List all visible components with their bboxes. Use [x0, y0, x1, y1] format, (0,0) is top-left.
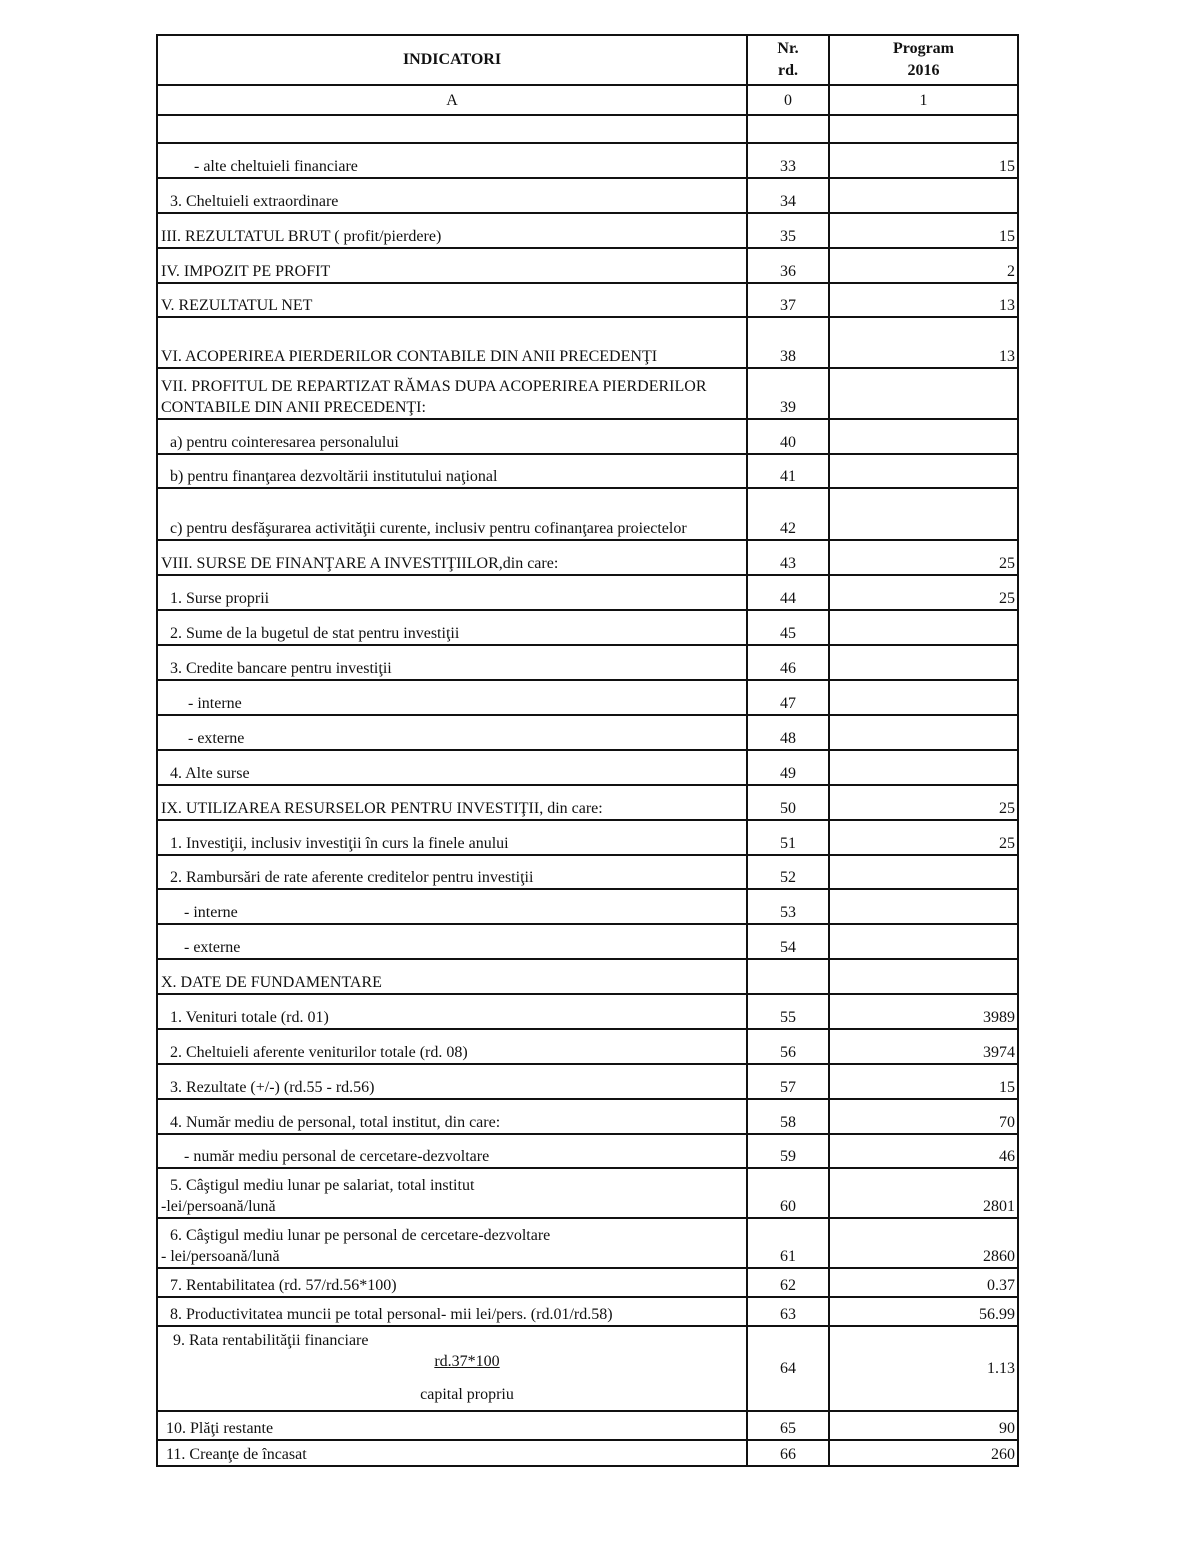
column-label-1: 1 — [829, 85, 1018, 115]
row-label: 6. Câştigul mediu lunar pe personal de cercetare-dezvoltare - lei/persoană/lună — [157, 1218, 747, 1268]
row-value: 3974 — [829, 1029, 1018, 1064]
table-row — [157, 1411, 1018, 1440]
table-row — [157, 1297, 1018, 1326]
row-value — [829, 715, 1018, 750]
row-label: 10. Plăţi restante — [157, 1411, 747, 1440]
table-row — [157, 1099, 1018, 1134]
row-nr: 55 — [747, 994, 829, 1029]
row-label: 3. Credite bancare pentru investiţii — [157, 645, 747, 680]
row-value: 56.99 — [829, 1297, 1018, 1326]
row-value: 2801 — [829, 1168, 1018, 1218]
row-nr: 38 — [747, 317, 829, 368]
header-program: Program 2016 — [829, 35, 1018, 85]
table-row — [157, 785, 1018, 820]
row-value — [829, 610, 1018, 645]
table-row — [157, 540, 1018, 575]
row-nr: 48 — [747, 715, 829, 750]
row-label: IX. UTILIZAREA RESURSELOR PENTRU INVESTIŢII, din care: — [157, 785, 747, 820]
table-row — [157, 1326, 1018, 1411]
row-label: 4. Alte surse — [157, 750, 747, 785]
row-label: 5. Câştigul mediu lunar pe salariat, total institut -lei/persoană/lună — [157, 1168, 747, 1218]
column-label-0: 0 — [747, 85, 829, 115]
row-nr: 54 — [747, 924, 829, 959]
row-label: 1. Venituri totale (rd. 01) — [157, 994, 747, 1029]
row-value: 25 — [829, 785, 1018, 820]
row-nr: 41 — [747, 454, 829, 488]
row-label: 11. Creanţe de încasat — [157, 1440, 747, 1466]
column-label-a: A — [157, 85, 747, 115]
row-label: - alte cheltuieli financiare — [157, 143, 747, 178]
table-row — [157, 1268, 1018, 1297]
row-nr: 33 — [747, 143, 829, 178]
row-nr: 45 — [747, 610, 829, 645]
table-row — [157, 283, 1018, 317]
row-value: 2860 — [829, 1218, 1018, 1268]
row-nr: 57 — [747, 1064, 829, 1099]
row-nr: 34 — [747, 178, 829, 213]
row-nr: 53 — [747, 889, 829, 924]
table-row — [157, 1440, 1018, 1466]
header-nr: Nr. rd. — [747, 35, 829, 85]
table-row — [157, 610, 1018, 645]
table-row — [157, 1064, 1018, 1099]
row-nr: 62 — [747, 1268, 829, 1297]
row-value — [829, 368, 1018, 419]
table-row — [157, 368, 1018, 419]
row-value: 3989 — [829, 994, 1018, 1029]
row-value: 1.13 — [829, 1326, 1018, 1411]
column-label-row — [157, 85, 1018, 115]
row-nr: 44 — [747, 575, 829, 610]
header-row — [157, 35, 1018, 85]
row-label: 3. Rezultate (+/-) (rd.55 - rd.56) — [157, 1064, 747, 1099]
table-row — [157, 889, 1018, 924]
row-nr: 49 — [747, 750, 829, 785]
table-row — [157, 924, 1018, 959]
row-label: VI. ACOPERIREA PIERDERILOR CONTABILE DIN ANII PRECEDENŢI — [157, 317, 747, 368]
row-value: 25 — [829, 575, 1018, 610]
row-label: - externe — [157, 715, 747, 750]
row-nr: 58 — [747, 1099, 829, 1134]
table-row — [157, 1029, 1018, 1064]
row-value: 25 — [829, 540, 1018, 575]
row-nr: 50 — [747, 785, 829, 820]
row-nr: 65 — [747, 1411, 829, 1440]
row-label: V. REZULTATUL NET — [157, 283, 747, 317]
row-value — [829, 178, 1018, 213]
row-value: 90 — [829, 1411, 1018, 1440]
row-value: 25 — [829, 820, 1018, 855]
table-row — [157, 213, 1018, 248]
row-value: 70 — [829, 1099, 1018, 1134]
table-row — [157, 994, 1018, 1029]
table-row — [157, 1168, 1018, 1218]
row-value — [829, 488, 1018, 540]
table-row — [157, 317, 1018, 368]
row-nr: 40 — [747, 419, 829, 454]
table-row — [157, 959, 1018, 994]
row-label: c) pentru desfăşurarea activităţii curente, inclusiv pentru cofinanţarea proiectelor — [157, 488, 747, 540]
row-nr: 56 — [747, 1029, 829, 1064]
row-nr: 43 — [747, 540, 829, 575]
table-row — [157, 645, 1018, 680]
header-indicatori: INDICATORI — [157, 35, 747, 85]
table-row — [157, 488, 1018, 540]
row-label: 3. Cheltuieli extraordinare — [157, 178, 747, 213]
row-label: 2. Rambursări de rate aferente creditelor pentru investiţii — [157, 855, 747, 889]
row-label: - număr mediu personal de cercetare-dezvoltare — [157, 1134, 747, 1168]
row-nr: 64 — [747, 1326, 829, 1411]
row-nr: 66 — [747, 1440, 829, 1466]
row-label: 8. Productivitatea muncii pe total personal- mii lei/pers. (rd.01/rd.58) — [157, 1297, 747, 1326]
row-nr: 60 — [747, 1168, 829, 1218]
row-value — [829, 959, 1018, 994]
row-value: 15 — [829, 213, 1018, 248]
row-value: 0.37 — [829, 1268, 1018, 1297]
row-label: - externe — [157, 924, 747, 959]
row-nr: 63 — [747, 1297, 829, 1326]
fraction-denominator: capital propriu — [420, 1386, 514, 1403]
row-value — [829, 419, 1018, 454]
table-row — [157, 143, 1018, 178]
row-nr: 36 — [747, 248, 829, 283]
table-row — [157, 855, 1018, 889]
row-value — [829, 750, 1018, 785]
row-nr: 46 — [747, 645, 829, 680]
row-value: 46 — [829, 1134, 1018, 1168]
blank-row — [157, 115, 1018, 143]
row-nr: 51 — [747, 820, 829, 855]
row-value — [829, 855, 1018, 889]
table-row — [157, 1218, 1018, 1268]
row-nr: 52 — [747, 855, 829, 889]
table-row — [157, 454, 1018, 488]
row-label: b) pentru finanţarea dezvoltării institutului naţional — [157, 454, 747, 488]
table-row — [157, 248, 1018, 283]
row-label: 1. Surse proprii — [157, 575, 747, 610]
row-nr: 35 — [747, 213, 829, 248]
table-row — [157, 680, 1018, 715]
row-nr: 42 — [747, 488, 829, 540]
row-value: 13 — [829, 283, 1018, 317]
row-label: 9. Rata rentabilităţii financiare rd.37*100 capital propriu — [157, 1326, 747, 1411]
row-nr: 61 — [747, 1218, 829, 1268]
row-nr: 47 — [747, 680, 829, 715]
row-value — [829, 889, 1018, 924]
row-value: 15 — [829, 143, 1018, 178]
row-label: III. REZULTATUL BRUT ( profit/pierdere) — [157, 213, 747, 248]
table-row — [157, 419, 1018, 454]
row-value: 260 — [829, 1440, 1018, 1466]
fraction-numerator: rd.37*100 — [434, 1353, 500, 1370]
row-nr: 59 — [747, 1134, 829, 1168]
row-label: 2. Sume de la bugetul de stat pentru investiţii — [157, 610, 747, 645]
budget-table — [156, 34, 1019, 1467]
row-label: 2. Cheltuieli aferente veniturilor totale (rd. 08) — [157, 1029, 747, 1064]
row-label: IV. IMPOZIT PE PROFIT — [157, 248, 747, 283]
table-row — [157, 750, 1018, 785]
row-label: VII. PROFITUL DE REPARTIZAT RĂMAS DUPA ACOPERIREA PIERDERILOR CONTABILE DIN ANII PRECEDENŢI: — [157, 368, 747, 419]
row-value: 13 — [829, 317, 1018, 368]
row-label: 7. Rentabilitatea (rd. 57/rd.56*100) — [157, 1268, 747, 1297]
table-row — [157, 178, 1018, 213]
row-value — [829, 454, 1018, 488]
row-label: 4. Număr mediu de personal, total institut, din care: — [157, 1099, 747, 1134]
row-label: 1. Investiţii, inclusiv investiţii în curs la finele anului — [157, 820, 747, 855]
row-label: VIII. SURSE DE FINANŢARE A INVESTIŢIILOR,din care: — [157, 540, 747, 575]
table-row — [157, 715, 1018, 750]
row-label: a) pentru cointeresarea personalului — [157, 419, 747, 454]
row-value: 15 — [829, 1064, 1018, 1099]
row-nr — [747, 959, 829, 994]
row-label: - interne — [157, 889, 747, 924]
row-value — [829, 645, 1018, 680]
row-nr: 39 — [747, 368, 829, 419]
row-value: 2 — [829, 248, 1018, 283]
row-value — [829, 680, 1018, 715]
table-row — [157, 820, 1018, 855]
row-label: - interne — [157, 680, 747, 715]
row-value — [829, 924, 1018, 959]
table-row — [157, 1134, 1018, 1168]
row-label: X. DATE DE FUNDAMENTARE — [157, 959, 747, 994]
row-nr: 37 — [747, 283, 829, 317]
table-row — [157, 575, 1018, 610]
